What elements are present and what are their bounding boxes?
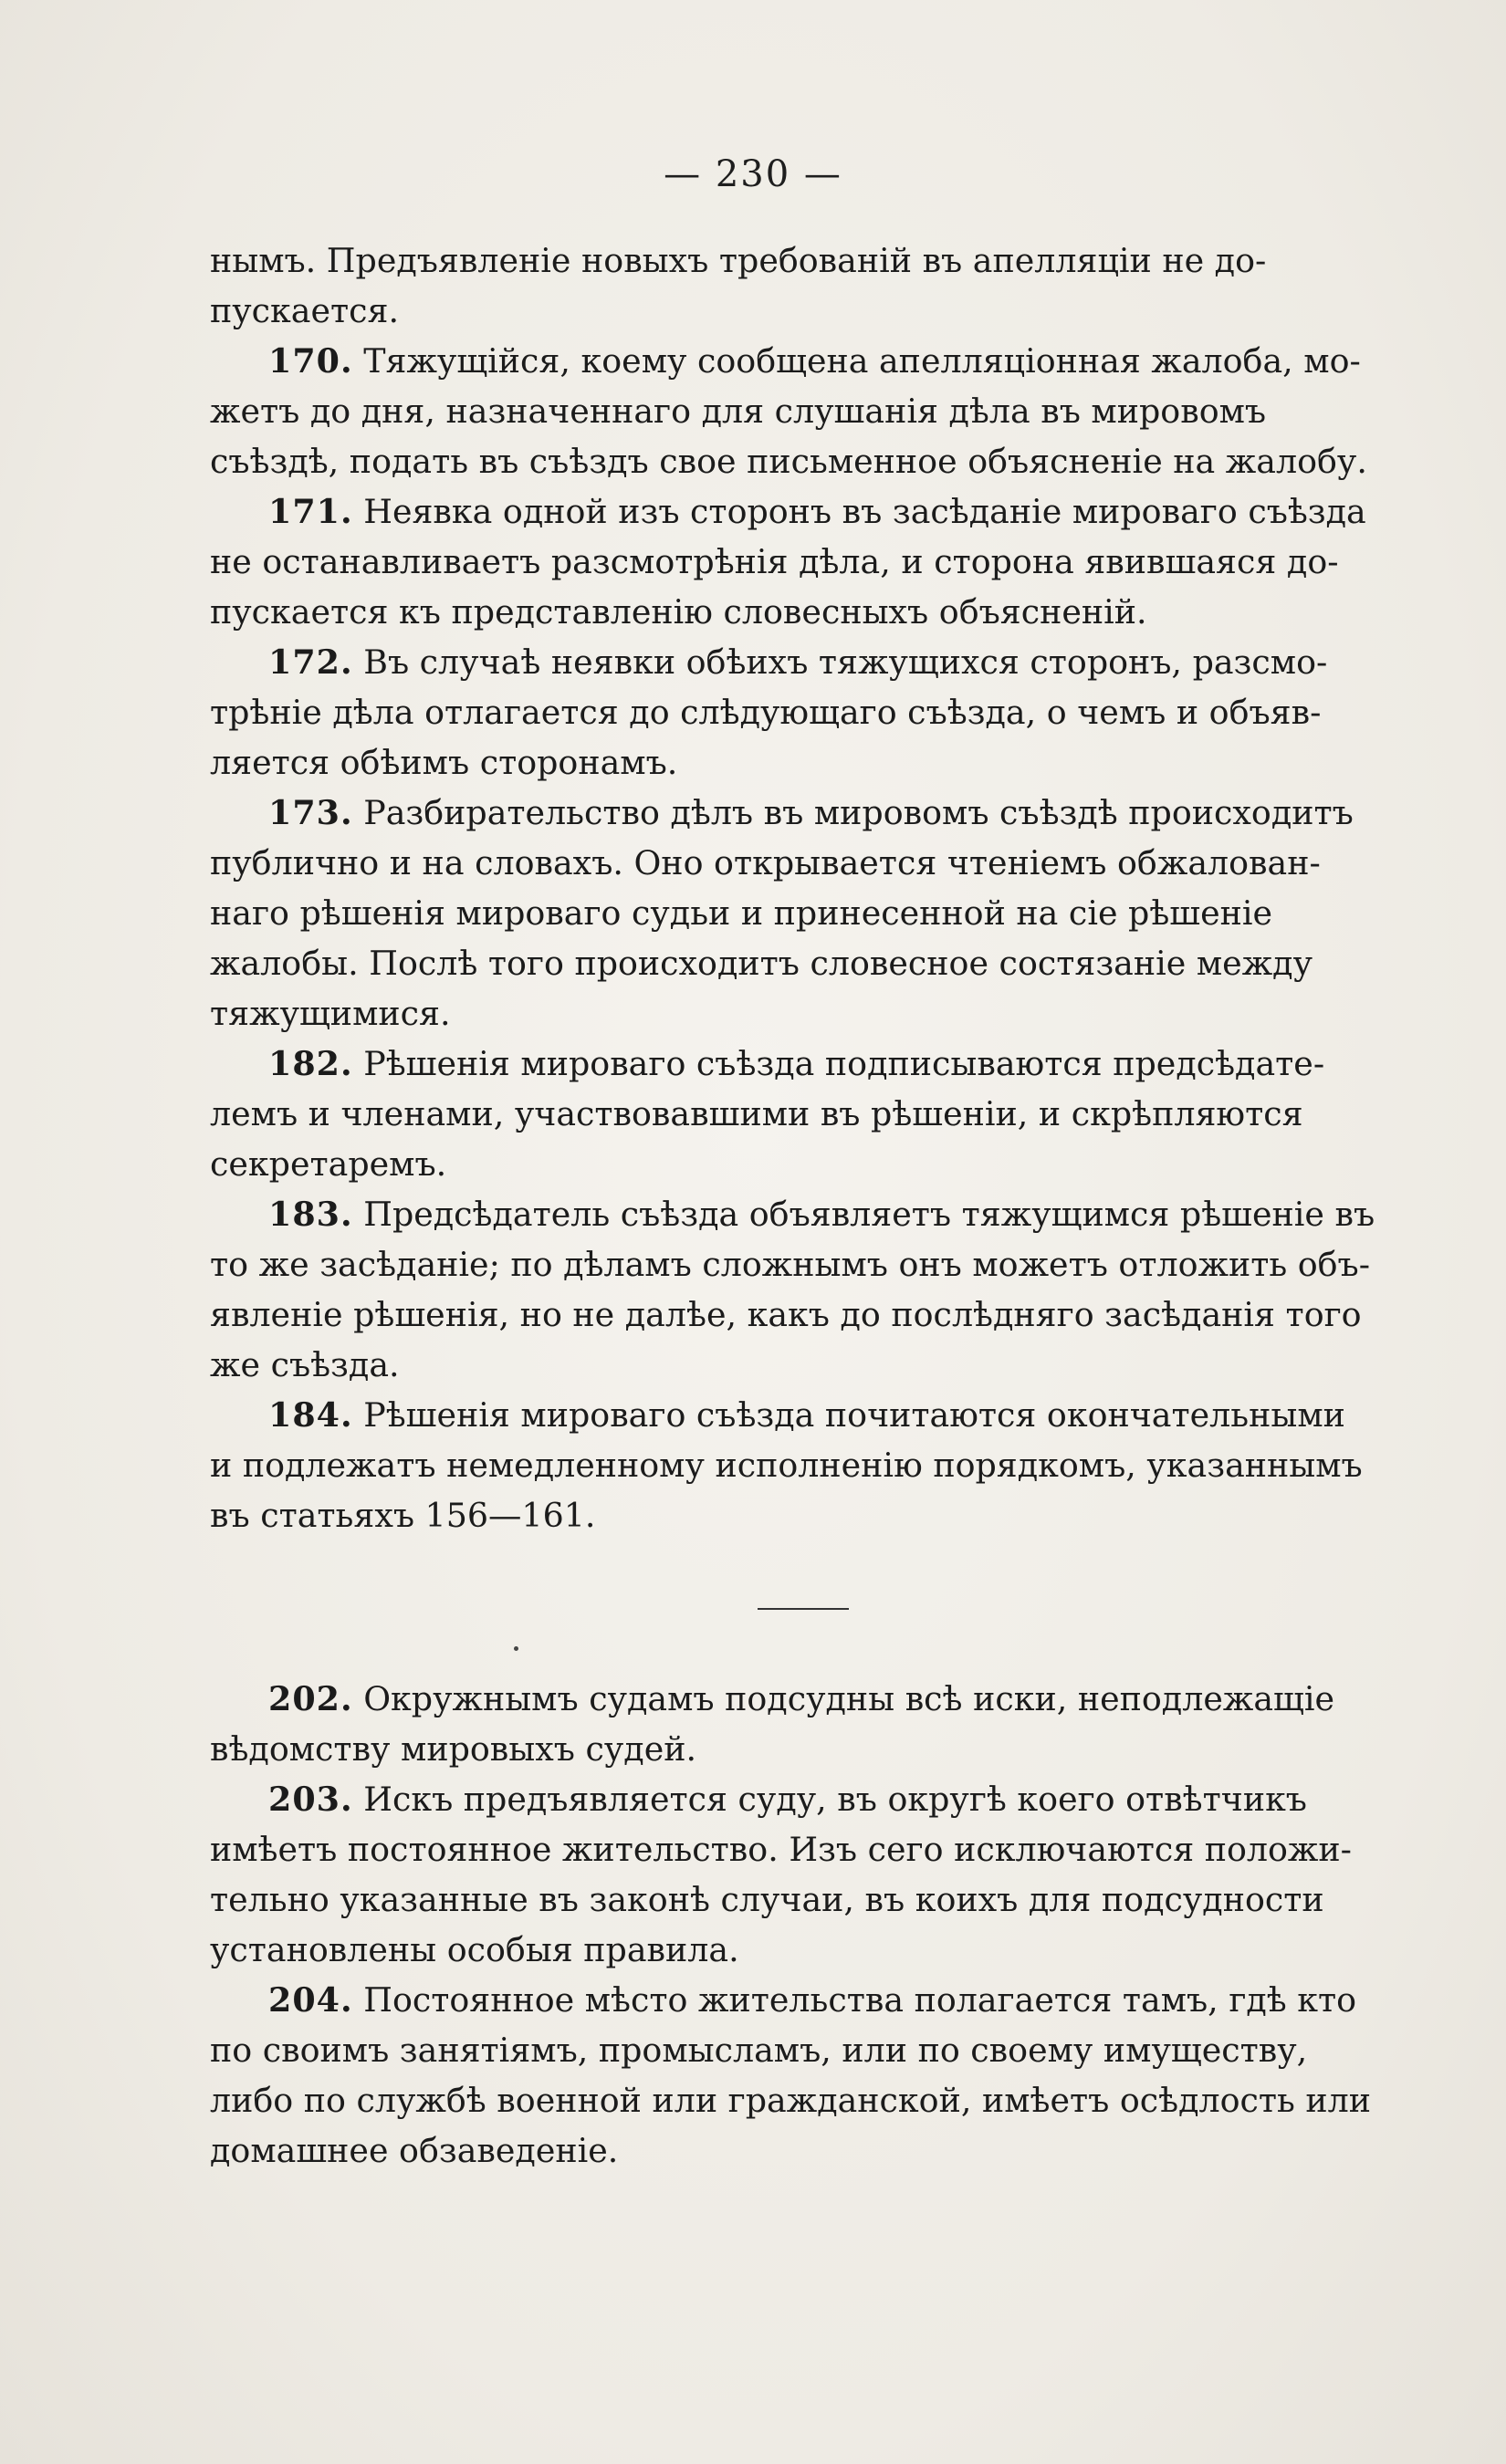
continuation-paragraph [210, 235, 1396, 336]
line-text: то же засѣданіе; по дѣламъ сложнымъ онъ можетъ отложить объ- [210, 1245, 1371, 1284]
text-line [210, 1674, 1396, 1724]
line-text: жалобы. Послѣ того происходитъ словесное состязаніе между [210, 944, 1313, 983]
text-line [210, 1390, 1396, 1440]
line-text: по своимъ занятіямъ, промысламъ, или по своему имуществу, [210, 2031, 1308, 2070]
text-line [210, 587, 1396, 637]
text-line [210, 1089, 1396, 1139]
article-183 [210, 1189, 1396, 1390]
line-text: пускается. [210, 291, 400, 330]
line-text: же съѣзда. [210, 1345, 400, 1384]
text-line [210, 637, 1396, 687]
section-separator [758, 1608, 849, 1610]
line-text: и подлежатъ немедленному исполненію порядкомъ, указаннымъ [210, 1446, 1363, 1485]
line-text: Рѣшенія мироваго съѣзда почитаются окончательными [352, 1395, 1345, 1435]
article-number: 203. [268, 1780, 353, 1819]
article-number: 204. [268, 1980, 353, 2020]
line-text: Неявка одной изъ сторонъ въ засѣданіе мироваго съѣзда [352, 492, 1366, 531]
page-number: — 230 — [664, 153, 842, 195]
text-line [210, 687, 1396, 737]
line-text: трѣніе дѣла отлагается до слѣдующаго съѣзда, о чемъ и объяв- [210, 693, 1322, 732]
text-line [210, 1975, 1396, 2025]
line-text: явленіе рѣшенія, но не далѣе, какъ до послѣдняго засѣданія того [210, 1295, 1362, 1334]
text-line [210, 1239, 1396, 1289]
text-line [210, 1039, 1396, 1089]
article-number: 172. [268, 642, 353, 682]
line-text: въ статьяхъ 156—161. [210, 1496, 596, 1535]
line-text: пускается къ представленію словесныхъ объясненій. [210, 592, 1147, 632]
line-text: не останавливаетъ разсмотрѣнія дѣла, и сторона явившаяся до- [210, 542, 1339, 581]
line-text: Искъ предъявляется суду, въ округѣ коего отвѣтчикъ [352, 1780, 1307, 1819]
text-line [210, 2125, 1396, 2176]
line-text: Постоянное мѣсто жительства полагается тамъ, гдѣ кто [352, 1980, 1357, 2020]
line-text: ляется обѣимъ сторонамъ. [210, 743, 678, 782]
article-170 [210, 336, 1396, 486]
text-line [210, 1490, 1396, 1540]
line-text: вѣдомству мировыхъ судей. [210, 1729, 697, 1769]
text-block-lower [210, 1674, 1396, 2176]
text-line [210, 838, 1396, 888]
line-text: жетъ до дня, назначеннаго для слушанія дѣла въ мировомъ [210, 392, 1267, 431]
text-line [210, 788, 1396, 838]
text-line [210, 235, 1396, 286]
article-173 [210, 788, 1396, 1039]
article-number: 170. [268, 341, 353, 381]
line-text: секретаремъ. [210, 1144, 447, 1184]
line-text: тельно указанные въ законѣ случаи, въ коихъ для подсудности [210, 1880, 1324, 1919]
line-text: Окружнымъ судамъ подсудны всѣ иски, неподлежащіе [352, 1679, 1335, 1718]
text-line [210, 1189, 1396, 1239]
text-line [210, 1340, 1396, 1390]
line-text: наго рѣшенія мироваго судьи и принесенной на сіе рѣшеніе [210, 893, 1273, 933]
text-line [210, 286, 1396, 336]
line-text: тяжущимися. [210, 994, 451, 1033]
line-text: установлены особыя правила. [210, 1930, 739, 1969]
article-number: 202. [268, 1679, 353, 1718]
text-line [210, 1440, 1396, 1490]
text-line [210, 537, 1396, 587]
article-202 [210, 1674, 1396, 1774]
line-text: либо по службѣ военной или гражданской, имѣетъ осѣдлость или [210, 2081, 1372, 2120]
text-line [210, 1724, 1396, 1774]
text-line [210, 2025, 1396, 2075]
text-line [210, 1925, 1396, 1975]
text-block-upper [210, 235, 1396, 1540]
line-text: нымъ. Предъявленіе новыхъ требованій въ апелляціи не до- [210, 241, 1267, 280]
line-text: лемъ и членами, участвовавшими въ рѣшеніи, и скрѣпляются [210, 1094, 1303, 1133]
text-line [210, 1289, 1396, 1340]
article-number: 183. [268, 1195, 353, 1234]
line-text: Рѣшенія мироваго съѣзда подписываются предсѣдате- [352, 1044, 1325, 1083]
line-text: домашнее обзаведеніе. [210, 2131, 619, 2170]
article-204 [210, 1975, 1396, 2176]
line-text: имѣетъ постоянное жительство. Изъ сего исключаются положи- [210, 1830, 1352, 1869]
text-line [210, 336, 1396, 386]
line-text: публично и на словахъ. Оно открывается чтеніемъ обжалован- [210, 843, 1321, 882]
text-line [210, 436, 1396, 486]
line-text: Предсѣдатель съѣзда объявляетъ тяжущимся рѣшеніе въ [352, 1195, 1375, 1234]
text-line [210, 888, 1396, 938]
article-number: 182. [268, 1044, 353, 1083]
text-line [210, 1874, 1396, 1925]
text-line [210, 1774, 1396, 1824]
article-184 [210, 1390, 1396, 1540]
text-line [210, 386, 1396, 436]
text-line [210, 1824, 1396, 1874]
article-number: 184. [268, 1395, 353, 1435]
text-line [210, 486, 1396, 537]
article-number: 173. [268, 793, 353, 832]
article-172 [210, 637, 1396, 788]
line-text: Тяжущійся, коему сообщена апелляціонная жалоба, мо- [352, 341, 1361, 381]
article-182 [210, 1039, 1396, 1189]
article-number: 171. [268, 492, 353, 531]
text-line [210, 1139, 1396, 1189]
ink-speck [514, 1646, 518, 1651]
article-203 [210, 1774, 1396, 1975]
text-line [210, 988, 1396, 1039]
line-text: Въ случаѣ неявки обѣихъ тяжущихся сторонъ, разсмо- [352, 642, 1328, 682]
text-line [210, 2075, 1396, 2125]
line-text: съѣздѣ, подать въ съѣздъ свое письменное объясненіе на жалобу. [210, 442, 1367, 481]
article-171 [210, 486, 1396, 637]
line-text: Разбирательство дѣлъ въ мировомъ съѣздѣ происходитъ [352, 793, 1354, 832]
text-line [210, 737, 1396, 788]
text-line [210, 938, 1396, 988]
